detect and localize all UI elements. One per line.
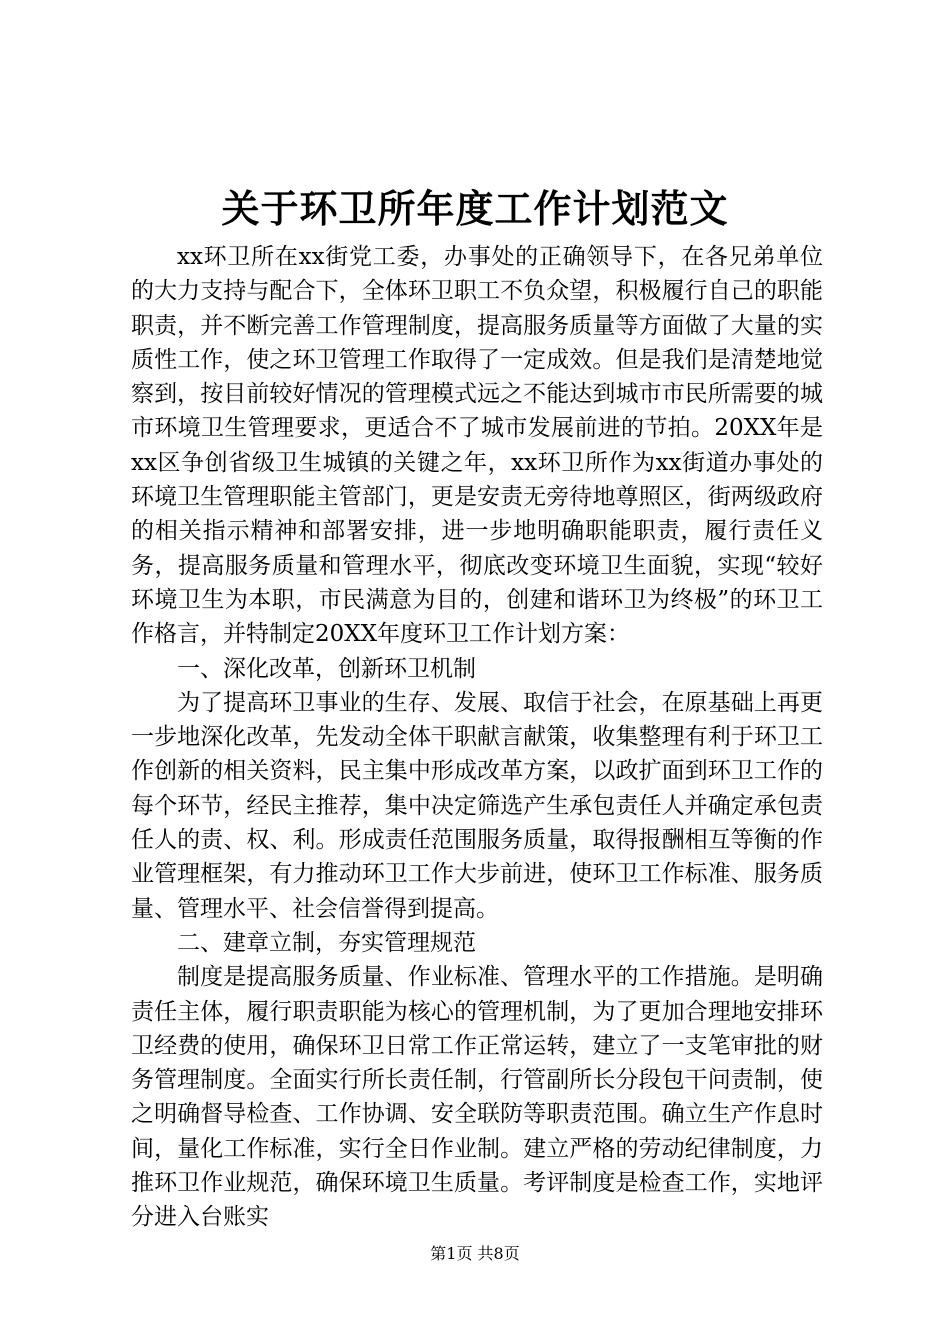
section-heading-1: 一、深化改革，创新环卫机制	[177, 655, 476, 682]
section-2-paragraph: 制度是提高服务质量、作业标准、管理水平的工作措施。是明确责任主体，履行职责职能为核心的管理机制，为了更加合理地安排环卫经费的使用，确保环卫日常工作正常运转，建立了一支笔审批的财务管理制度。全面实行所长责任制，行管副所长分段包干问责制，使之明确督导检查、工作协调、安全联防等职责范围。确立生产作息时间，量化工作标准，实行全日作业制。建立严格的劳动纪律制度，力推环卫作业规范，确保环境卫生质量。考评制度是检查工作，实地评分进入台账实	[131, 964, 823, 1231]
section-heading-2: 二、建章立制，夯实管理规范	[177, 929, 476, 956]
page-footer: 第1页 共8页	[430, 1244, 520, 1263]
intro-paragraph: xx环卫所在xx街党工委，办事处的正确领导下，在各兄弟单位的大力支持与配合下，全体环卫职工不负众望，积极履行自己的职能职责，并不断完善工作管理制度，提高服务质量等方面做了大量的实质性工作，使之环卫管理工作取得了一定成效。但是我们是清楚地觉察到，按目前较好情况的管理模式远之不能达到城市市民所需要的城市环境卫生管理要求，更适合不了城市发展前进的节拍。20XX年是xx区争创省级卫生城镇的关键之年，xx环卫所作为xx街道办事处的环境卫生管理职能主管部门，更是安责无旁待地尊照区，街两级政府的相关指示精神和部署安排，进一步地明确职能职责，履行责任义务，提高服务质量和管理水平，彻底改变环境卫生面貌，实现“较好环境卫生为本职，市民满意为目的，创建和谐环卫为终极”的环卫工作格言，并特制定20XX年度环卫工作计划方案：	[131, 244, 823, 648]
document-body	[131, 240, 823, 1235]
section-1-paragraph: 为了提高环卫事业的生存、发展、取信于社会，在原基础上再更一步地深化改革，先发动全体干职献言献策，收集整理有利于环卫工作创新的相关资料，民主集中形成改革方案，以政扩面到环卫工作的每个环节，经民主推荐，集中决定筛选产生承包责任人并确定承包责任人的责、权、利。形成责任范围服务质量，取得报酬相互等衡的作业管理框架，有力推动环卫工作大步前进，使环卫工作标准、服务质量、管理水平、社会信誉得到提高。	[131, 689, 823, 922]
document-title: 关于环卫所年度工作计划范文	[221, 186, 729, 231]
